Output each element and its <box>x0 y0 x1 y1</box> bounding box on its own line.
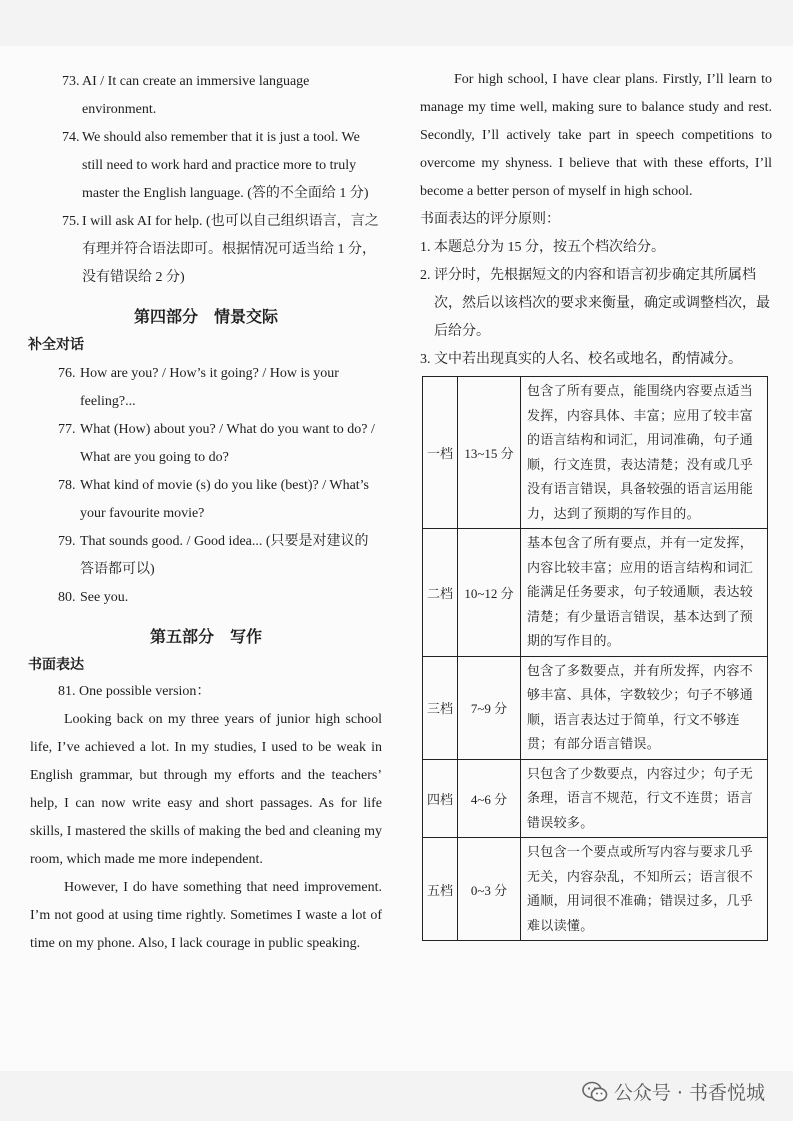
grade-level: 四档 <box>423 759 458 838</box>
part4-subtitle: 补全对话 <box>28 337 84 353</box>
item-number: 73. <box>62 74 80 89</box>
item-text: We should also remember that it is just a tool. We still need to work hard and practice more to truly master the English language. (答的不全面给 1 分) <box>82 130 369 201</box>
grade-level: 一档 <box>423 377 458 529</box>
item-text: What (How) about you? / What do you want to do? / What are you going to do? <box>80 422 375 465</box>
grade-row-4 <box>423 759 768 838</box>
essay-paragraph-1: Looking back on my three years of junior high school life, I’ve achieved a lot. In my studies, I used to be weak in English grammar, but through my efforts and the teachers’ help, I can now write easy and short passages. As for life skills, I mastered the skills of making the bed and cleaning my room, which made me more independent. <box>30 712 382 867</box>
answer-item-77 <box>30 416 382 472</box>
grade-row-1 <box>423 377 768 529</box>
rubric-rule-2: 2. 评分时，先根据短文的内容和语言初步确定其所属档次，然后以该档次的要求来衡量，确定或调整档次，最后给分。 <box>420 268 770 339</box>
grade-score: 10~12 分 <box>458 529 521 657</box>
rubric-rule-3: 3. 文中若出现真实的人名、校名或地名，酌情减分。 <box>420 352 742 367</box>
grade-description: 包含了多数要点，并有所发挥，内容不够丰富、具体，字数较少；句子不够通顺，语言表达过于简单，行文不够连贯；有部分语言错误。 <box>521 656 768 759</box>
grade-row-5 <box>423 838 768 941</box>
part5-subtitle: 书面表达 <box>28 657 84 673</box>
part5-title: 第五部分 写作 <box>149 627 262 646</box>
watermark <box>582 1078 765 1105</box>
grade-level: 二档 <box>423 529 458 657</box>
grade-score: 0~3 分 <box>458 838 521 941</box>
item-text: See you. <box>80 590 129 605</box>
grade-description: 只包含了少数要点，内容过少；句子无条理，语言不规范，行文不连贯；语言错误较多。 <box>521 759 768 838</box>
document-page <box>0 46 793 1071</box>
rubric-title: 书面表达的评分原则： <box>420 212 560 227</box>
answer-item-78 <box>30 472 382 528</box>
essay-paragraph-2: However, I do have something that need improvement. I’m not good at using time rightly. Sometimes I waste a lot of time on my phone. Also, I lack courage in public speaking. <box>30 880 382 951</box>
item-number: 77. <box>58 422 76 437</box>
left-column <box>30 68 382 958</box>
grade-score: 13~15 分 <box>458 377 521 529</box>
wechat-icon <box>582 1081 608 1103</box>
essay-paragraph-3: For high school, I have clear plans. Firstly, I’ll learn to manage my time well, making sure to balance study and rest. Secondly, I’ll actively take part in speech competitions to overcome my shyness. I believe that with these efforts, I’ll become a better person of myself in high school. <box>420 72 772 199</box>
item-number: 79. <box>58 534 76 549</box>
answer-item-75 <box>30 208 382 292</box>
item-text: I will ask AI for help. (也可以自己组织语言，言之有理并符合语法即可。根据情况可适当给 1 分，没有错误给 2 分) <box>82 214 379 285</box>
grade-level: 三档 <box>423 656 458 759</box>
answer-item-73 <box>30 68 382 124</box>
answer-item-74 <box>30 124 382 208</box>
item-number: 80. <box>58 590 76 605</box>
rubric-rule-1: 1. 本题总分为 15 分，按五个档次给分。 <box>420 240 665 255</box>
answer-item-80 <box>30 584 382 612</box>
grading-table <box>422 376 768 941</box>
item-number: 78. <box>58 478 76 493</box>
answer-item-79 <box>30 528 382 584</box>
item-text: What kind of movie (s) do you like (best)? / What’s your favourite movie? <box>80 478 370 521</box>
item-text: AI / It can create an immersive language environment. <box>82 74 310 117</box>
grade-row-3 <box>423 656 768 759</box>
grade-row-2 <box>423 529 768 657</box>
right-column <box>420 66 772 941</box>
watermark-text: 公众号 · 书香悦城 <box>613 1082 765 1104</box>
grade-description: 包含了所有要点，能围绕内容要点适当发挥，内容具体、丰富；应用了较丰富的语言结构和词汇，用词准确，句子通顺，行文连贯，表达清楚；没有或几乎没有语言错误，具备较强的语言运用能力，达到了预期的写作目的。 <box>521 377 768 529</box>
grade-description: 基本包含了所有要点，并有一定发挥，内容比较丰富；应用的语言结构和词汇能满足任务要求，句子较通顺，表达较清楚；有少量语言错误，基本达到了预期的写作目的。 <box>521 529 768 657</box>
answer-item-76 <box>30 360 382 416</box>
item-text: That sounds good. / Good idea... (只要是对建议的答语都可以) <box>80 534 369 577</box>
grade-score: 7~9 分 <box>458 656 521 759</box>
item-number: 75. <box>62 214 80 229</box>
grade-description: 只包含一个要点或所写内容与要求几乎无关，内容杂乱，不知所云；语言很不通顺，用词很不准确；错误过多，几乎难以读懂。 <box>521 838 768 941</box>
part4-title: 第四部分 情景交际 <box>133 307 278 326</box>
sample-intro: 81. One possible version： <box>58 684 211 699</box>
grade-score: 4~6 分 <box>458 759 521 838</box>
item-text: How are you? / How’s it going? / How is your feeling?... <box>80 366 339 409</box>
item-number: 74. <box>62 130 80 145</box>
grade-level: 五档 <box>423 838 458 941</box>
item-number: 76. <box>58 366 76 381</box>
